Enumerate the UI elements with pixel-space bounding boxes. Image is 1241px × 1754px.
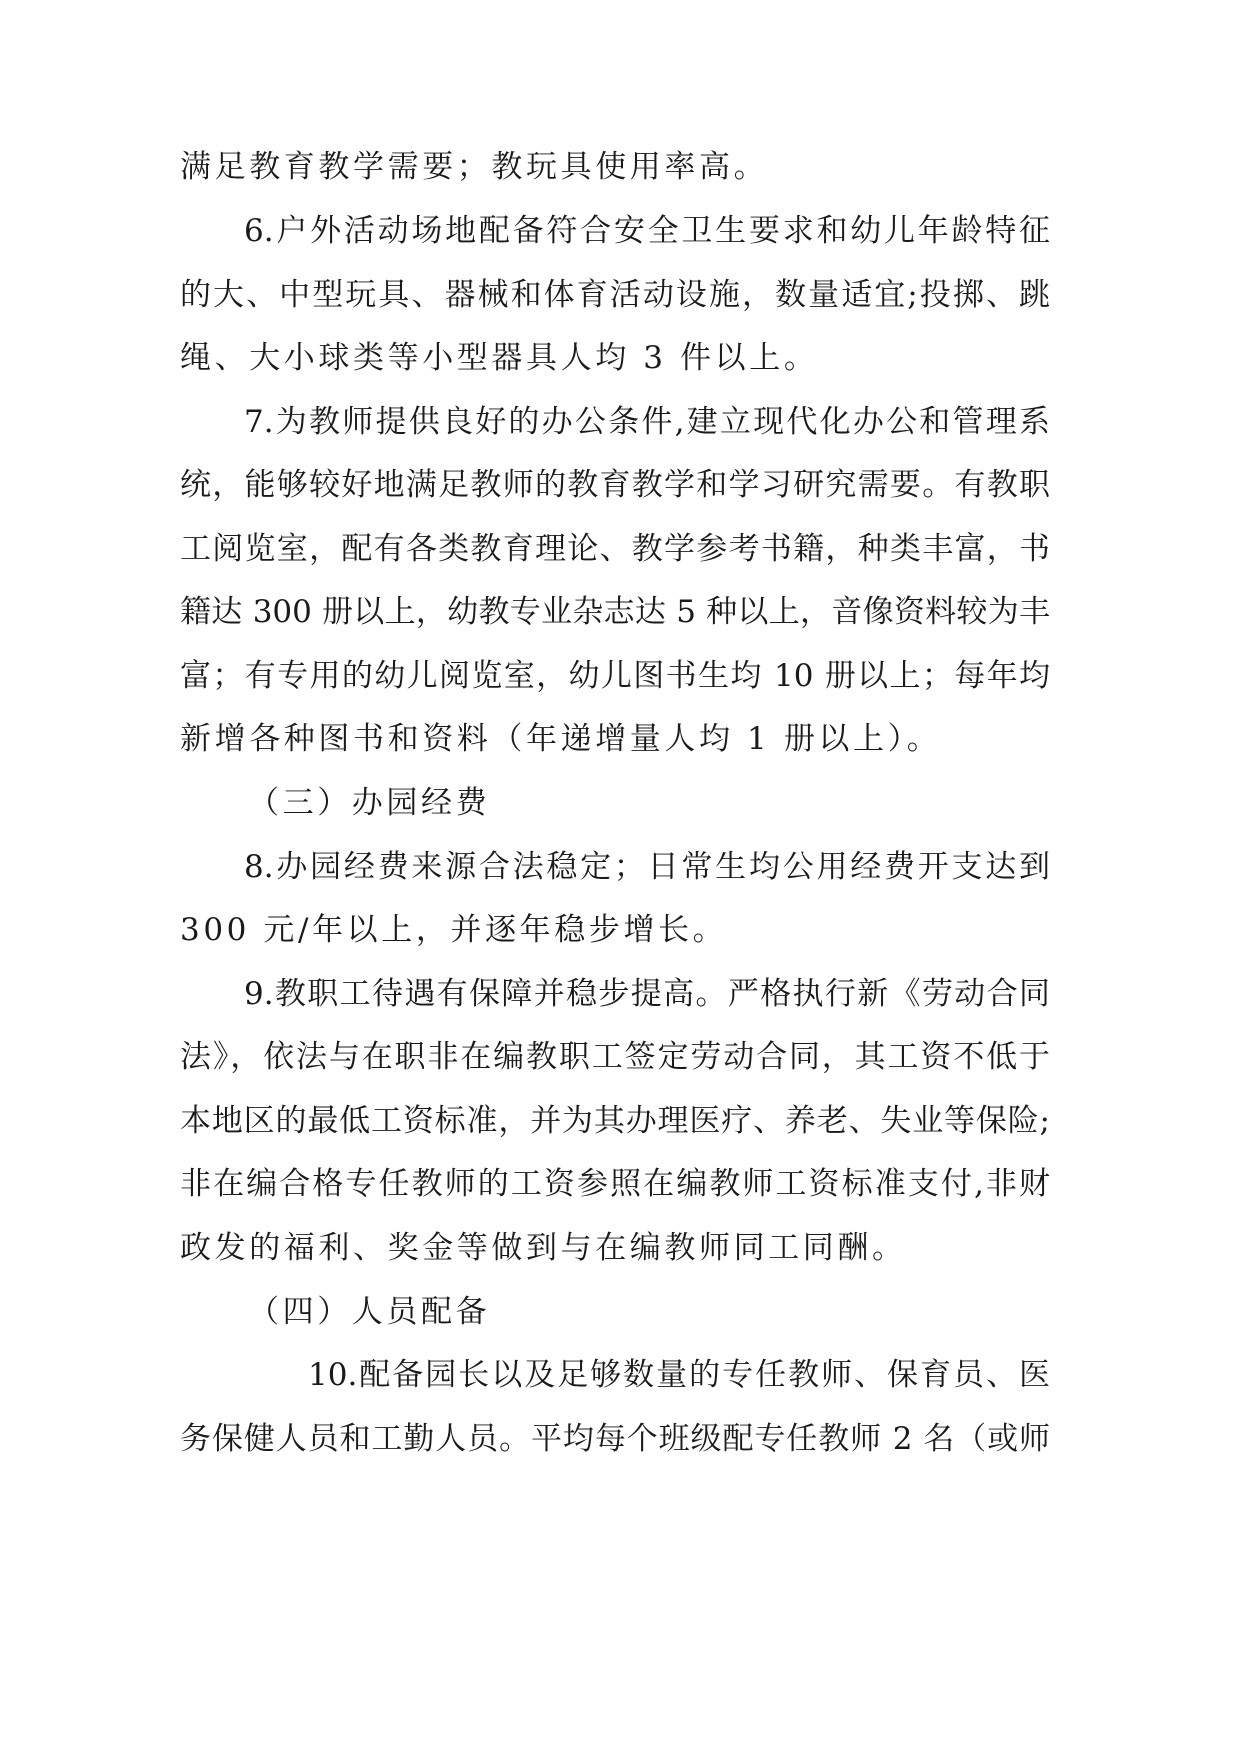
text-line: 非在编合格专任教师的工资参照在编教师工资标准支付,非财 — [180, 1166, 1050, 1202]
text-line: 统，能够较好地满足教师的教育教学和学习研究需要。有教职 — [180, 467, 1050, 503]
text-line: 富；有专用的幼儿阅览室，幼儿图书生均 10 册以上；每年均 — [180, 658, 1050, 694]
section-heading: （三）办园经费 — [248, 785, 491, 821]
text-line: 9.教职工待遇有保障并稳步提高。严格执行新《劳动合同 — [244, 976, 1050, 1012]
text-line: 7.为教师提供良好的办公条件,建立现代化办公和管理系 — [244, 404, 1050, 440]
text-line: 的大、中型玩具、器械和体育活动设施，数量适宜;投掷、跳 — [180, 277, 1050, 313]
text-line: 务保健人员和工勤人员。平均每个班级配专任教师 2 名（或师 — [180, 1421, 1050, 1457]
section-heading: （四）人员配备 — [248, 1294, 491, 1330]
text-line: 300 元/年以上，并逐年稳步增长。 — [180, 912, 728, 948]
text-line: 法》，依法与在职非在编教职工签定劳动合同，其工资不低于 — [180, 1039, 1050, 1075]
text-line: 工阅览室，配有各类教育理论、教学参考书籍，种类丰富，书 — [180, 531, 1050, 567]
text-line: 绳、大小球类等小型器具人均 3 件以上。 — [180, 340, 819, 376]
text-line: 10.配备园长以及足够数量的专任教师、保育员、医 — [308, 1357, 1050, 1393]
text-line: 新增各种图书和资料（年递增量人均 1 册以上）。 — [180, 721, 942, 757]
text-line: 6.户外活动场地配备符合安全卫生要求和幼儿年龄特征 — [244, 213, 1050, 249]
text-line: 籍达 300 册以上，幼教专业杂志达 5 种以上，音像资料较为丰 — [180, 594, 1050, 630]
text-line: 政发的福利、奖金等做到与在编教师同工同酬。 — [180, 1230, 907, 1266]
text-line: 满足教育教学需要；教玩具使用率高。 — [180, 149, 769, 185]
text-line: 8.办园经费来源合法稳定；日常生均公用经费开支达到 — [244, 849, 1050, 885]
text-line: 本地区的最低工资标准，并为其办理医疗、养老、失业等保险; — [180, 1103, 1050, 1139]
